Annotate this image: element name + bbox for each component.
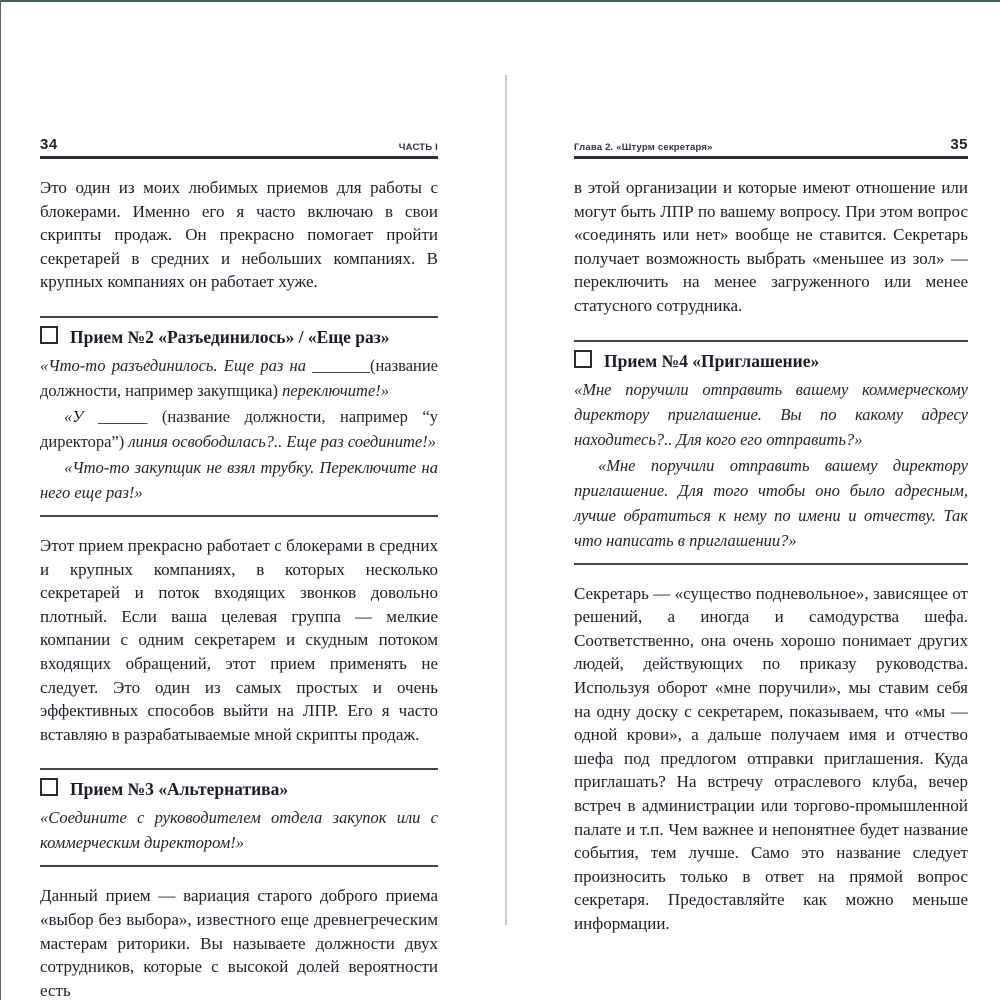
technique-quote — [40, 353, 438, 403]
running-header-left — [40, 136, 438, 159]
body-paragraph — [574, 176, 968, 318]
technique-title — [40, 778, 438, 800]
page-right-content — [574, 176, 968, 935]
text-run: (название должности, например “у директора”) — [40, 406, 438, 451]
technique-box — [40, 768, 438, 867]
text-run: Секретарь — «существо подневольное», зависящее от решений, а иногда и самодурства шефа. Соответственно, она очень хорошо понимает других людей, действующих по приказу руководства. Используя оборот «мне поручили», мы ставим себя на одну доску с секретарем, показываем, что «мы — одной крови», а дальше получаем имя и отчество шефа под предлогом отправки приглашения. Куда приглашать? На встречу отраслевого клуба, вечер встреч в администрации или торгово-промышленной палате и т.п. Чем важнее и непонятнее будет название события, тем лучше. Само это название следует произносить только в ответ на прямой вопрос секретаря. Предоставляйте как можно меньше информации. — [574, 583, 968, 933]
screenshot-top-edge — [0, 0, 1000, 2]
running-header-right-label: Глава 2. «Штурм секретаря» — [574, 142, 713, 153]
text-run: в этой организации и которые имеют отношение или могут быть ЛПР по вашему вопросу. При этом вопрос «соединять или нет» вообще не ставится. Секретарь получает возможность выбрать «меньшее из зол» — переключить на менее загруженного или менее статусного сотрудника. — [574, 178, 968, 315]
text-run: линия освободилась?.. Еще раз соедините!» — [128, 431, 436, 451]
text-run: (название должности, например закупщика) — [40, 355, 438, 400]
checkbox-icon — [40, 326, 58, 344]
text-run: Это один из моих любимых приемов для работы с блокерами. Именно его я часто включаю в свои скрипты продаж. Он прекрасно помогает пройти секретарей в средних и небольших компаниях. В крупных компаниях он работает хуже. — [40, 178, 438, 292]
body-paragraph — [574, 582, 968, 936]
running-header-right — [574, 136, 968, 159]
running-header-left-label: ЧАСТЬ I — [398, 142, 438, 153]
technique-title-text: Прием №2 «Разъединилось» / «Еще раз» — [70, 326, 390, 347]
body-paragraph — [40, 534, 438, 746]
checkbox-icon — [40, 778, 58, 796]
technique-quote — [574, 453, 968, 553]
text-run: «Что-то разъединилось. Еще раз на _______ — [40, 355, 370, 375]
page-number-right: 35 — [950, 136, 968, 153]
technique-title-text: Прием №3 «Альтернатива» — [70, 779, 289, 800]
text-run: Данный прием — вариация старого доброго приема «выбор без выбора», известного еще древнегреческим мастерам риторики. Вы называете должности двух сотрудников, которые с высокой долей вероятности есть — [40, 886, 438, 1000]
technique-title — [574, 350, 968, 372]
text-run: «Мне поручили отправить вашему коммерческому директору приглашение. Вы по какому адресу находитесь?.. Для кого его отправить?» — [574, 379, 968, 449]
page-right — [574, 136, 968, 935]
technique-title-text: Прием №4 «Приглашение» — [604, 350, 820, 371]
screenshot-left-edge — [0, 0, 1, 1000]
page-left — [40, 136, 438, 1000]
technique-box — [40, 316, 438, 517]
page-number-left: 34 — [40, 136, 58, 153]
text-run: «Соедините с руководителем отдела закупок или с коммерческим директором!» — [40, 808, 438, 853]
technique-quote — [40, 404, 438, 454]
technique-quote — [40, 805, 438, 855]
checkbox-icon — [574, 350, 592, 368]
page-left-content — [40, 176, 438, 1000]
body-paragraph — [40, 176, 438, 294]
page-gutter-line — [505, 75, 507, 925]
text-run: переключите!» — [282, 380, 390, 400]
technique-box — [574, 340, 968, 565]
body-paragraph — [40, 884, 438, 1000]
technique-quote — [574, 377, 968, 452]
text-run: «У ______ — [64, 406, 162, 426]
text-run: «Мне поручили отправить вашему директору приглашение. Для того чтобы оно было адресным, лучше обратиться к нему по имени и отчеству. Так что написать в приглашении?» — [574, 455, 968, 550]
technique-quote — [40, 455, 438, 505]
text-run: «Что-то закупщик не взял трубку. Переключите на него еще раз!» — [40, 457, 438, 502]
text-run: Этот прием прекрасно работает с блокерами в средних и крупных компаниях, в которых несколько секретарей и поток входящих звонков довольно плотный. Если ваша целевая группа — мелкие компании с одним секретарем и скудным потоком входящих обращений, этот прием применять не следует. Это один из самых простых и очень эффективных способов выйти на ЛПР. Его я часто вставляю в разрабатываемые мной скрипты продаж. — [40, 535, 438, 744]
technique-title — [40, 326, 438, 348]
